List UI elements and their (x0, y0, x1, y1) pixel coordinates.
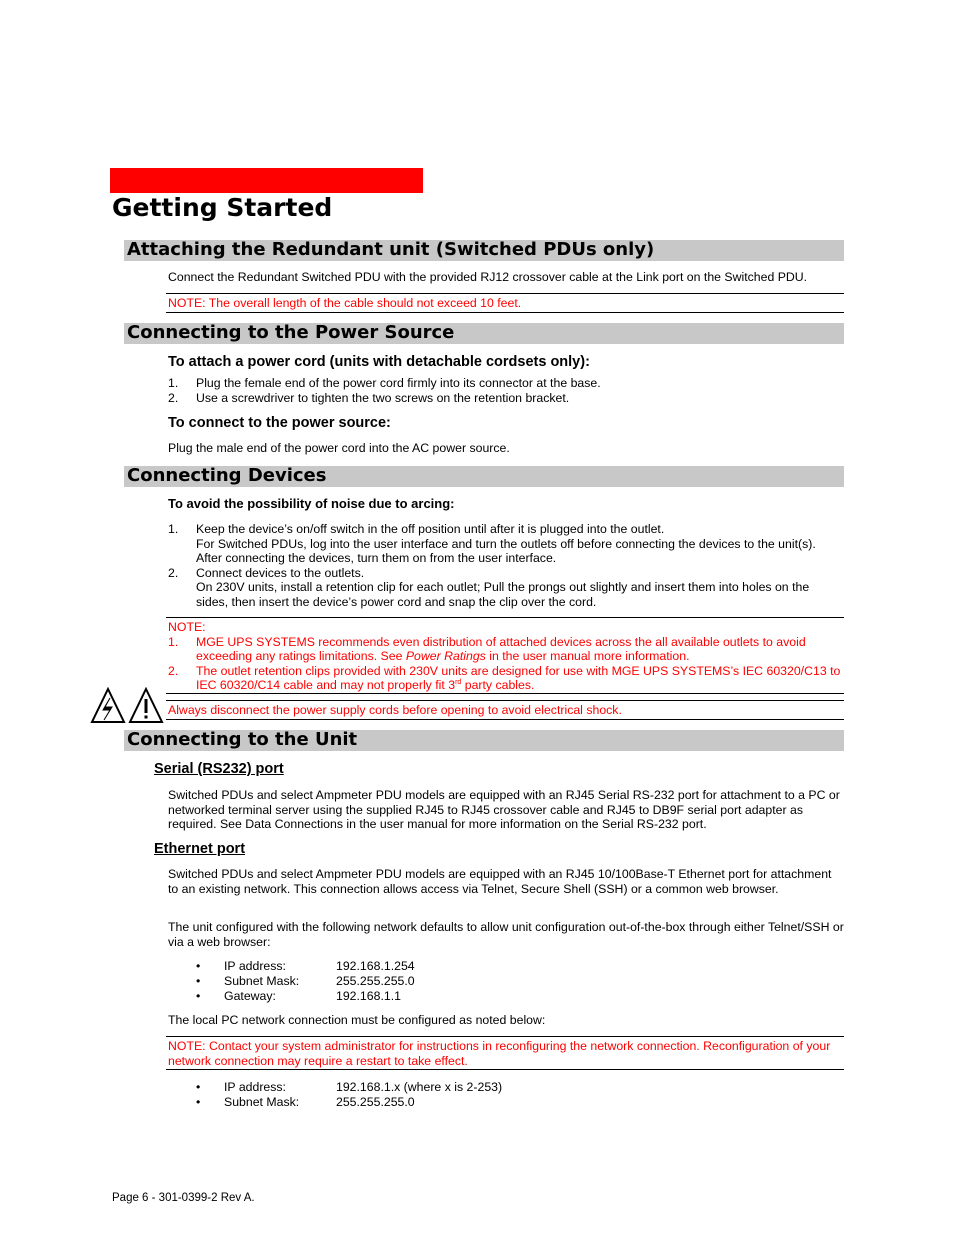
page-footer: Page 6 - 301-0399-2 Rev A. (112, 1192, 255, 1204)
note-rule-bottom (166, 1069, 844, 1070)
chapter-red-bar (110, 168, 423, 193)
devices-subheading: To avoid the possibility of noise due to arcing: (168, 496, 455, 511)
section-title: Connecting to the Power Source (127, 322, 455, 343)
power-subheading-cord: To attach a power cord (units with detachable cordsets only): (168, 354, 590, 370)
note-rule-bottom (166, 312, 844, 313)
warning-rule-top (166, 700, 844, 701)
serial-port-heading: Serial (RS232) port (154, 761, 284, 777)
section-heading-unit (124, 730, 844, 751)
note-rule-top (166, 617, 844, 618)
ethernet-port-heading: Ethernet port (154, 841, 246, 857)
devices-steps (168, 522, 844, 610)
ethernet-body-1: Switched PDUs and select Ampmeter PDU models are equipped with an RJ45 10/100Base-T Ethernet port for attachment to an existing network. This connection allows access via Telnet, Secure Shell (SSH) or a common web browser. (168, 867, 832, 896)
network-note: NOTE: Contact your system administrator for instructions in reconfiguring the network connection. Reconfiguration of your network connection may require a restart to take effect. (168, 1039, 831, 1068)
warning-text: Always disconnect the power supply cords before opening to avoid electrical shock. (168, 703, 622, 717)
serial-port-body: Switched PDUs and select Ampmeter PDU models are equipped with an RJ45 Serial RS-232 port for attachment to a PC or networked terminal server using the supplied RJ45 to RJ45 crossover cable and RJ45 to DB9F serial port adapter as required. See Data Connections in the user manual for more information on the Serial RS-232 port. (168, 788, 840, 832)
power-steps (168, 376, 844, 405)
list-item: 2. Use a screwdriver to tighten the two screws on the retention bracket. (168, 390, 570, 405)
chapter-title: Getting Started (112, 193, 333, 222)
section-title: Attaching the Redundant unit (Switched PDUs only) (127, 239, 655, 260)
list-item: 1. MGE UPS SYSTEMS recommends even distribution of attached devices across the all available outlets to avoid exceeding any ratings limitations. See Power Ratings in the user manual more information. (168, 634, 806, 664)
warning-rule-bottom (166, 719, 844, 720)
section-heading-devices (124, 466, 844, 487)
local-network-body: The local PC network connection must be configured as noted below: (168, 1013, 546, 1027)
redundant-body: Connect the Redundant Switched PDU with the provided RJ12 crossover cable at the Link port on the Switched PDU. (168, 270, 808, 284)
list-item: 2. The outlet retention clips provided with 230V units are designed for use with MGE UPS SYSTEMS’s IEC 60320/C13 to IEC 60320/C14 cable and may not properly fit 3rd party cables. (168, 663, 841, 693)
list-item: 2. Connect devices to the outlets. On 230V units, install a retention clip for each outlet; Pull the prongs out slightly and insert them into holes on the sides, then insert the device’s power cord and snap the clip over the cord. (168, 565, 810, 609)
list-item: 1. Plug the female end of the power cord firmly into its connector at the base. (168, 376, 601, 390)
shock-hazard-icon (90, 687, 164, 724)
list-item: 1. Keep the device’s on/off switch in the off position until after it is plugged into the outlet. For Switched PDUs, log into the user interface and turn the outlets off before connecting the devices to the unit(s). After connecting the devices, turn them on from the user interface. (168, 522, 816, 566)
note-rule-bottom (166, 693, 844, 694)
section-title: Connecting Devices (127, 465, 327, 486)
section-heading-power (124, 323, 844, 344)
redundant-note: NOTE: The overall length of the cable should not exceed 10 feet. (168, 296, 522, 310)
section-title: Connecting to the Unit (127, 729, 358, 750)
note-rule-top (166, 293, 844, 294)
section-heading-redundant (124, 240, 844, 261)
ethernet-body-2: The unit configured with the following network defaults to allow unit configuration out-of-the-box through either Telnet/SSH or via a web browser: (168, 920, 844, 949)
devices-note (168, 620, 844, 693)
power-subheading-source: To connect to the power source: (168, 415, 391, 431)
note-rule-top (166, 1036, 844, 1037)
power-body: Plug the male end of the power cord into the AC power source. (168, 441, 510, 455)
warning-icons (90, 687, 164, 724)
note-label: NOTE: (168, 620, 206, 634)
